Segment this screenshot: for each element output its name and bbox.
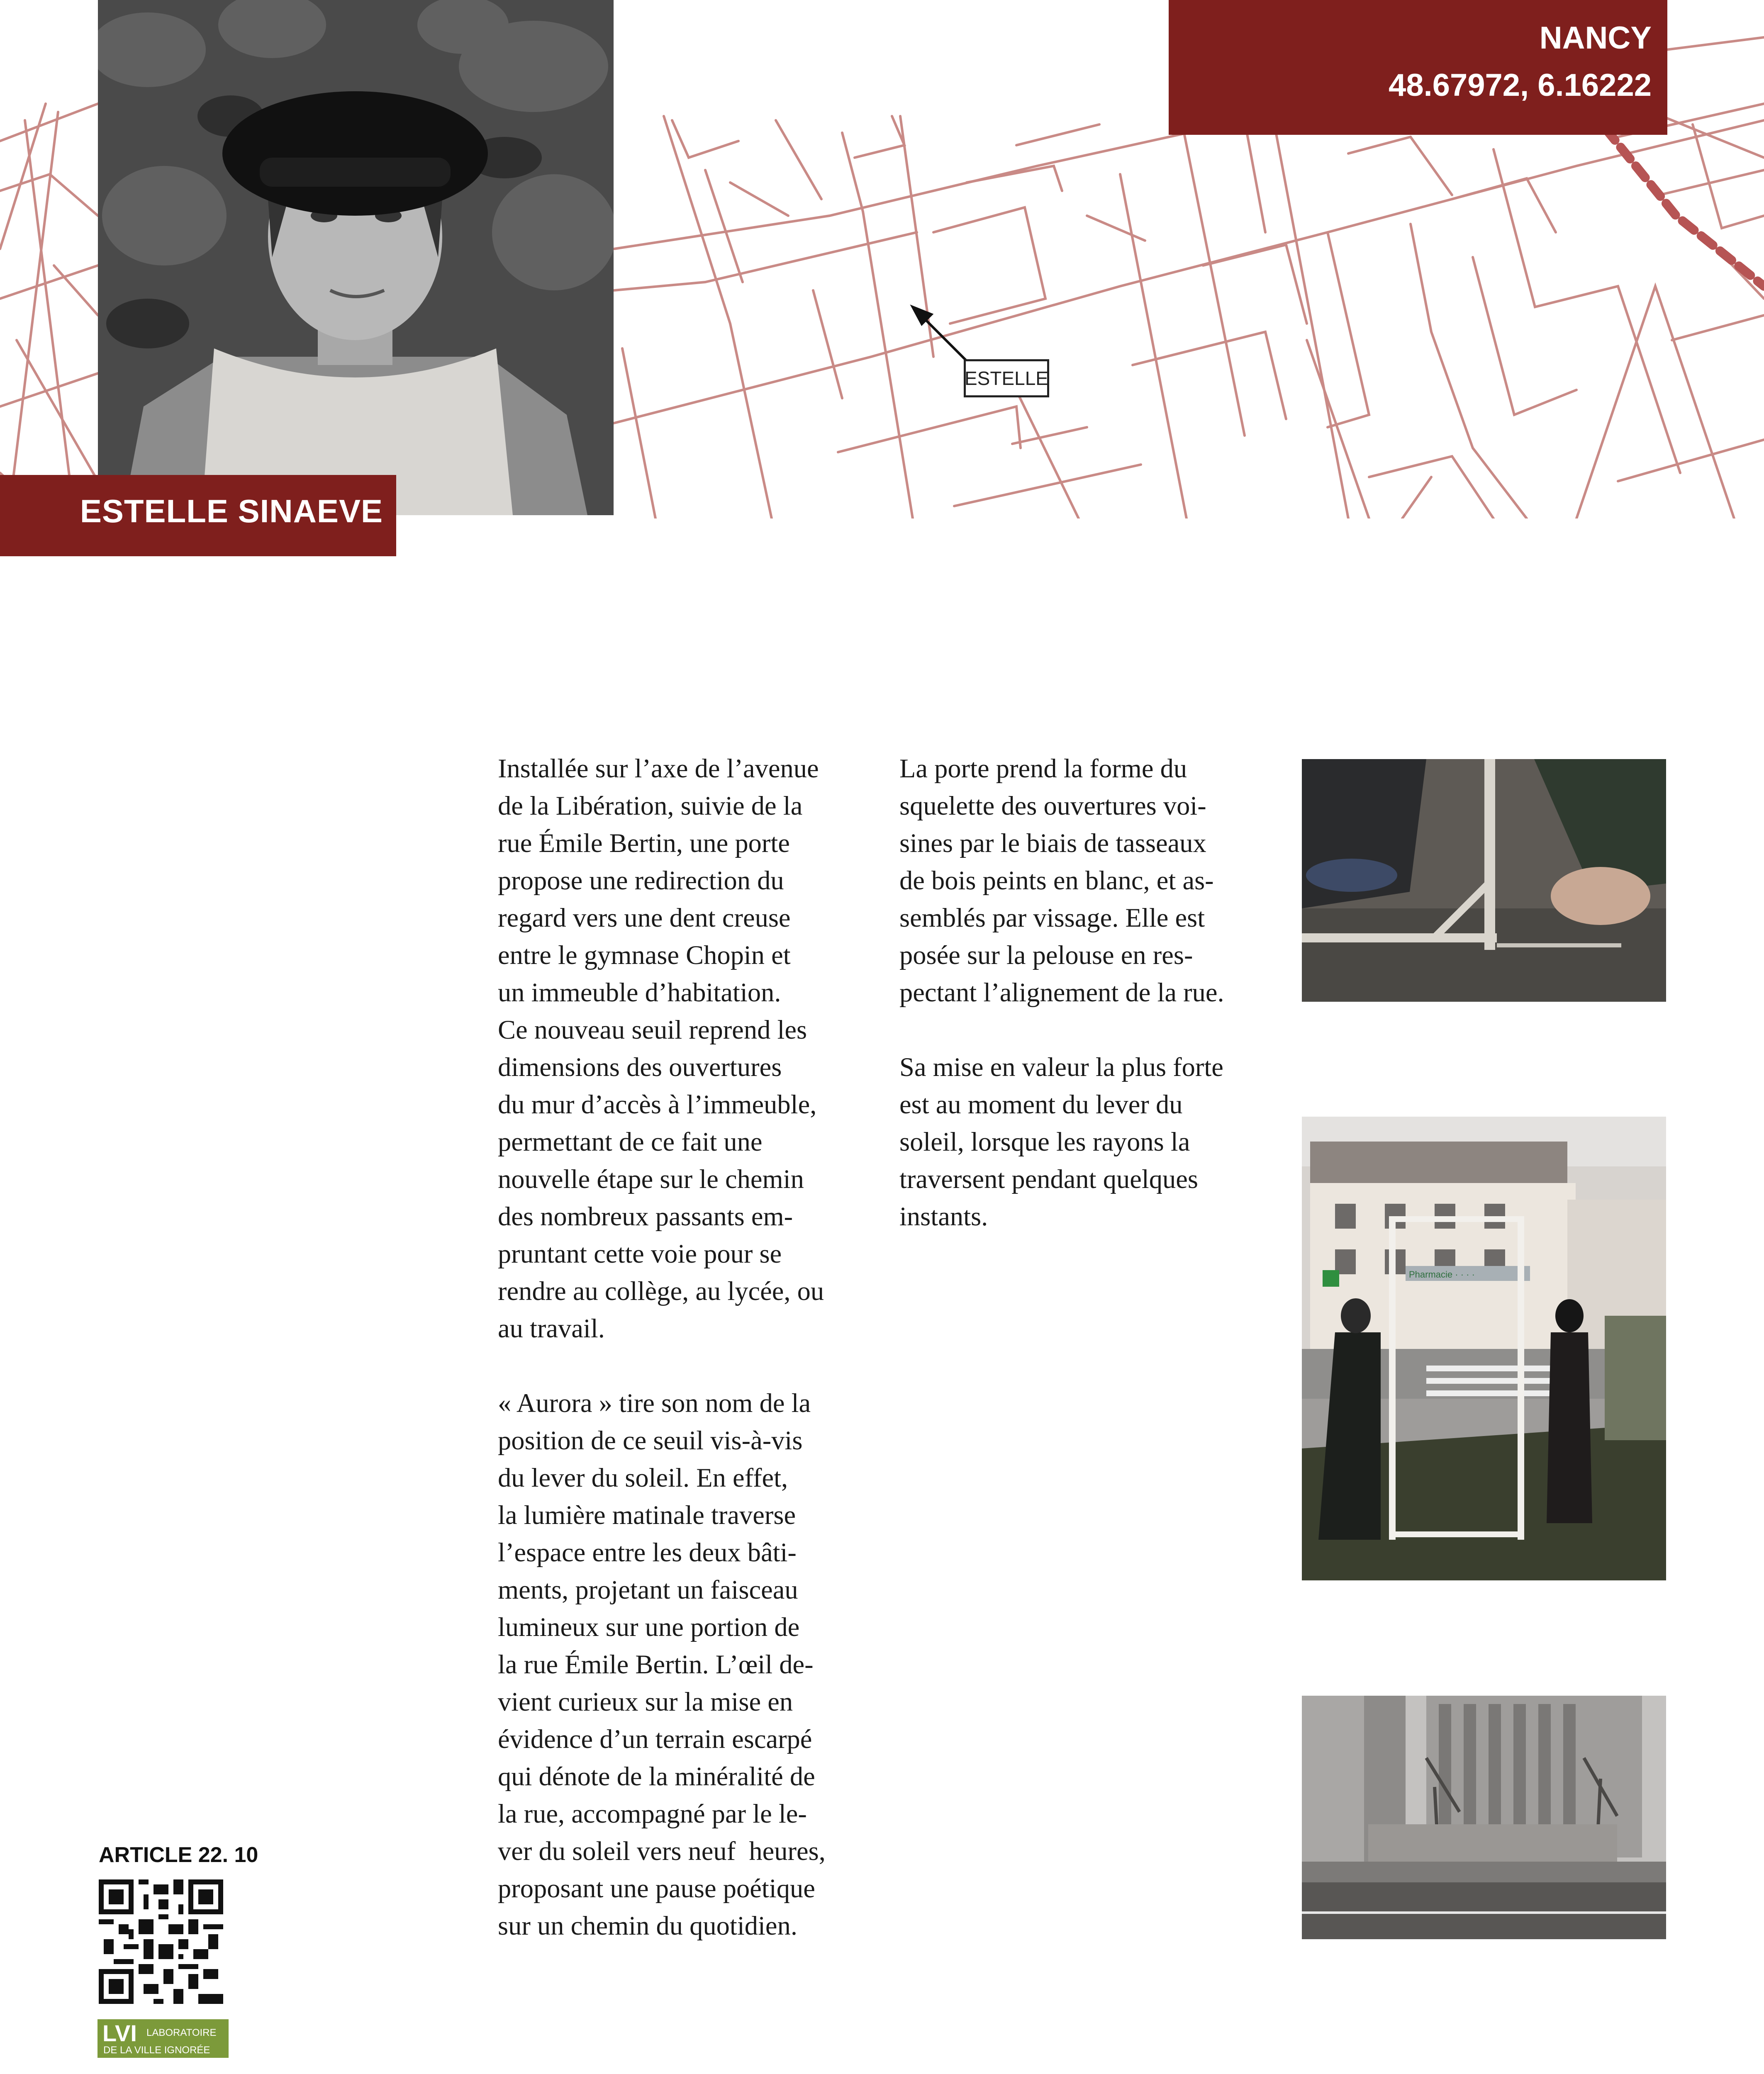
logo-mark: LVI bbox=[102, 2020, 137, 2046]
text-line: pectant l’alignement de la rue. bbox=[899, 978, 1224, 1007]
map-arrow-icon bbox=[913, 307, 967, 361]
text-line: vient curieux sur la mise en bbox=[498, 1687, 793, 1716]
text-line: de la Libération, suivie de la bbox=[498, 791, 803, 820]
text-line: regard vers une dent creuse bbox=[498, 903, 791, 932]
location-box bbox=[1169, 0, 1667, 135]
logo-line-2: DE LA VILLE IGNORÉE bbox=[103, 2045, 210, 2056]
text-line: lumineux sur une portion de bbox=[498, 1612, 800, 1642]
text-line: sur un chemin du quotidien. bbox=[498, 1911, 797, 1940]
text-line: permettant de ce fait une bbox=[498, 1127, 763, 1156]
text-line: ments, projetant un faisceau bbox=[498, 1575, 798, 1604]
paragraph bbox=[498, 1385, 871, 1945]
text-line: la rue, accompagné par le le- bbox=[498, 1799, 807, 1828]
text-line: « Aurora » tire son nom de la bbox=[498, 1388, 811, 1418]
paragraph bbox=[899, 1049, 1273, 1235]
text-line: un immeuble d’habitation. bbox=[498, 978, 781, 1007]
text-column-1 bbox=[498, 750, 871, 1945]
lvi-logo bbox=[97, 2019, 229, 2058]
person-name: ESTELLE SINAEVE bbox=[80, 493, 383, 529]
text-line: instants. bbox=[899, 1202, 988, 1231]
city-name: NANCY bbox=[1539, 20, 1652, 56]
pharmacy-sign: Pharmacie · · · · bbox=[1409, 1269, 1475, 1280]
text-line: Installée sur l’axe de l’avenue bbox=[498, 754, 819, 783]
text-line: rendre au collège, au lycée, ou bbox=[498, 1276, 824, 1306]
article-number: ARTICLE 22. 10 bbox=[99, 1843, 258, 1867]
text-line: de bois peints en blanc, et as- bbox=[899, 866, 1214, 895]
site-photo bbox=[1302, 1696, 1666, 1939]
text-line: soleil, lorsque les rayons la bbox=[899, 1127, 1190, 1156]
text-line: la rue Émile Bertin. L’œil de- bbox=[498, 1650, 814, 1679]
text-line: position de ce seuil vis-à-vis bbox=[498, 1426, 803, 1455]
text-line: entre le gymnase Chopin et bbox=[498, 940, 791, 970]
name-banner bbox=[0, 475, 396, 556]
text-line: des nombreux passants em- bbox=[498, 1202, 793, 1231]
text-line: dimensions des ouvertures bbox=[498, 1052, 782, 1082]
paragraph bbox=[899, 750, 1273, 1011]
text-line: rue Émile Bertin, une porte bbox=[498, 828, 790, 858]
street-installation-photo bbox=[1302, 1117, 1666, 1580]
text-line: La porte prend la forme du bbox=[899, 754, 1187, 783]
text-line: nouvelle étape sur le chemin bbox=[498, 1164, 804, 1194]
text-line: au travail. bbox=[498, 1314, 605, 1343]
text-line: du lever du soleil. En effet, bbox=[498, 1463, 788, 1492]
text-line: sines par le biais de tasseaux bbox=[899, 828, 1206, 858]
text-line: Ce nouveau seuil reprend les bbox=[498, 1015, 807, 1044]
text-line: semblés par vissage. Elle est bbox=[899, 903, 1205, 932]
gps-coordinates: 48.67972, 6.16222 bbox=[1389, 68, 1652, 103]
text-line: évidence d’un terrain escarpé bbox=[498, 1724, 812, 1754]
text-line: propose une redirection du bbox=[498, 866, 784, 895]
text-line: traversent pendant quelques bbox=[899, 1164, 1198, 1194]
logo-line-1: LABORATOIRE bbox=[146, 2027, 217, 2038]
text-column-2 bbox=[899, 750, 1273, 1235]
paragraph bbox=[498, 750, 871, 1347]
text-line: est au moment du lever du bbox=[899, 1090, 1183, 1119]
text-line: proposant une pause poétique bbox=[498, 1874, 815, 1903]
text-line: posée sur la pelouse en res- bbox=[899, 940, 1193, 970]
text-line: qui dénote de la minéralité de bbox=[498, 1762, 815, 1791]
text-line: l’espace entre les deux bâti- bbox=[498, 1538, 797, 1567]
text-line: du mur d’accès à l’immeuble, bbox=[498, 1090, 817, 1119]
assembly-photo bbox=[1302, 759, 1666, 1002]
text-line: ver du soleil vers neuf heures, bbox=[498, 1836, 826, 1866]
text-line: pruntant cette voie pour se bbox=[498, 1239, 782, 1268]
text-line: Sa mise en valeur la plus forte bbox=[899, 1052, 1223, 1082]
text-line: squelette des ouvertures voi- bbox=[899, 791, 1206, 820]
portrait-photo bbox=[98, 0, 614, 515]
qr-code-icon[interactable] bbox=[99, 1879, 223, 2004]
map-marker-label: ESTELLE bbox=[964, 359, 1049, 397]
text-line: la lumière matinale traverse bbox=[498, 1500, 796, 1530]
